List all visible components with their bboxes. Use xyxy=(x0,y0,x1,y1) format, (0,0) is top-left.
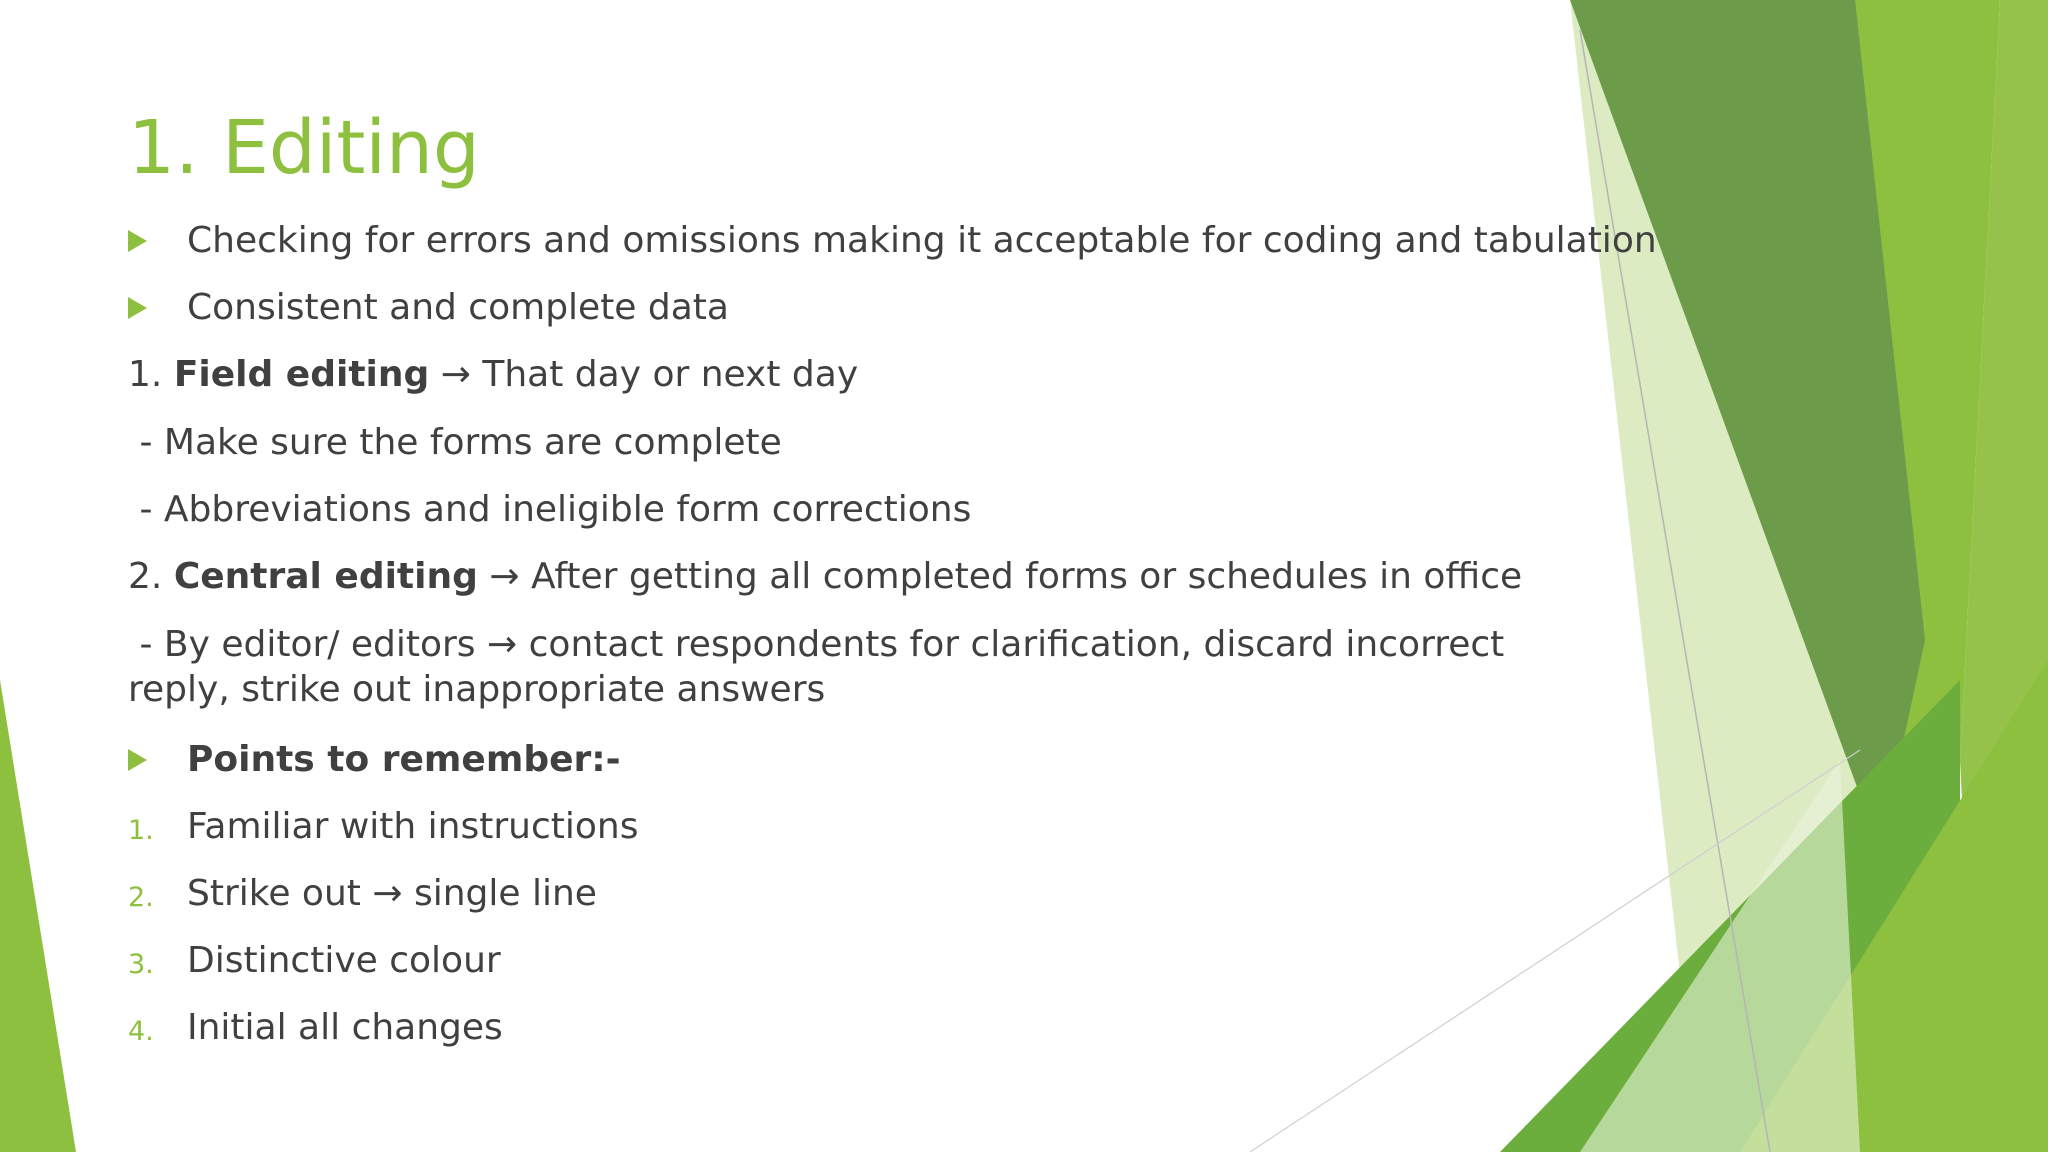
triangle-bullet-icon xyxy=(128,749,147,771)
points-heading: Points to remember:- xyxy=(187,739,621,780)
numbered-item: 3. Distinctive colour xyxy=(128,940,501,981)
right-arrow-icon: → xyxy=(440,354,471,395)
triangle-bullet-icon xyxy=(128,297,147,319)
triangle-bullet-icon xyxy=(128,230,147,252)
bullet-item: Checking for errors and omissions making it acceptable for coding and tabulation xyxy=(128,218,1667,263)
bullet-item: Consistent and complete data xyxy=(128,285,1667,330)
right-arrow-icon: → xyxy=(487,624,518,665)
slide-title: 1. Editing xyxy=(128,105,480,191)
field-editing-sub-item: - Abbreviations and ineligible form corrections xyxy=(128,489,972,530)
numbered-item: 4. Initial all changes xyxy=(128,1007,503,1048)
central-editing-label: Central editing xyxy=(173,556,478,597)
field-editing-label: Field editing xyxy=(173,354,430,395)
central-editing-line: 2. Central editing → After getting all completed forms or schedules in office xyxy=(128,556,1523,597)
right-arrow-icon: → xyxy=(372,873,403,914)
field-editing-line: 1. Field editing → That day or next day xyxy=(128,354,859,395)
right-arrow-icon: → xyxy=(489,556,520,597)
left-green-sliver xyxy=(0,680,76,1152)
numbered-item: 1. Familiar with instructions xyxy=(128,806,639,847)
field-editing-sub-item: - Make sure the forms are complete xyxy=(128,422,782,463)
bullet-item xyxy=(128,737,1667,782)
numbered-item: 2. Strike out → single line xyxy=(128,873,597,914)
central-editing-sub-item: - By editor/ editors → contact respondents for clarification, discard incorrect reply, strike out inappropriate answers xyxy=(128,624,1505,710)
